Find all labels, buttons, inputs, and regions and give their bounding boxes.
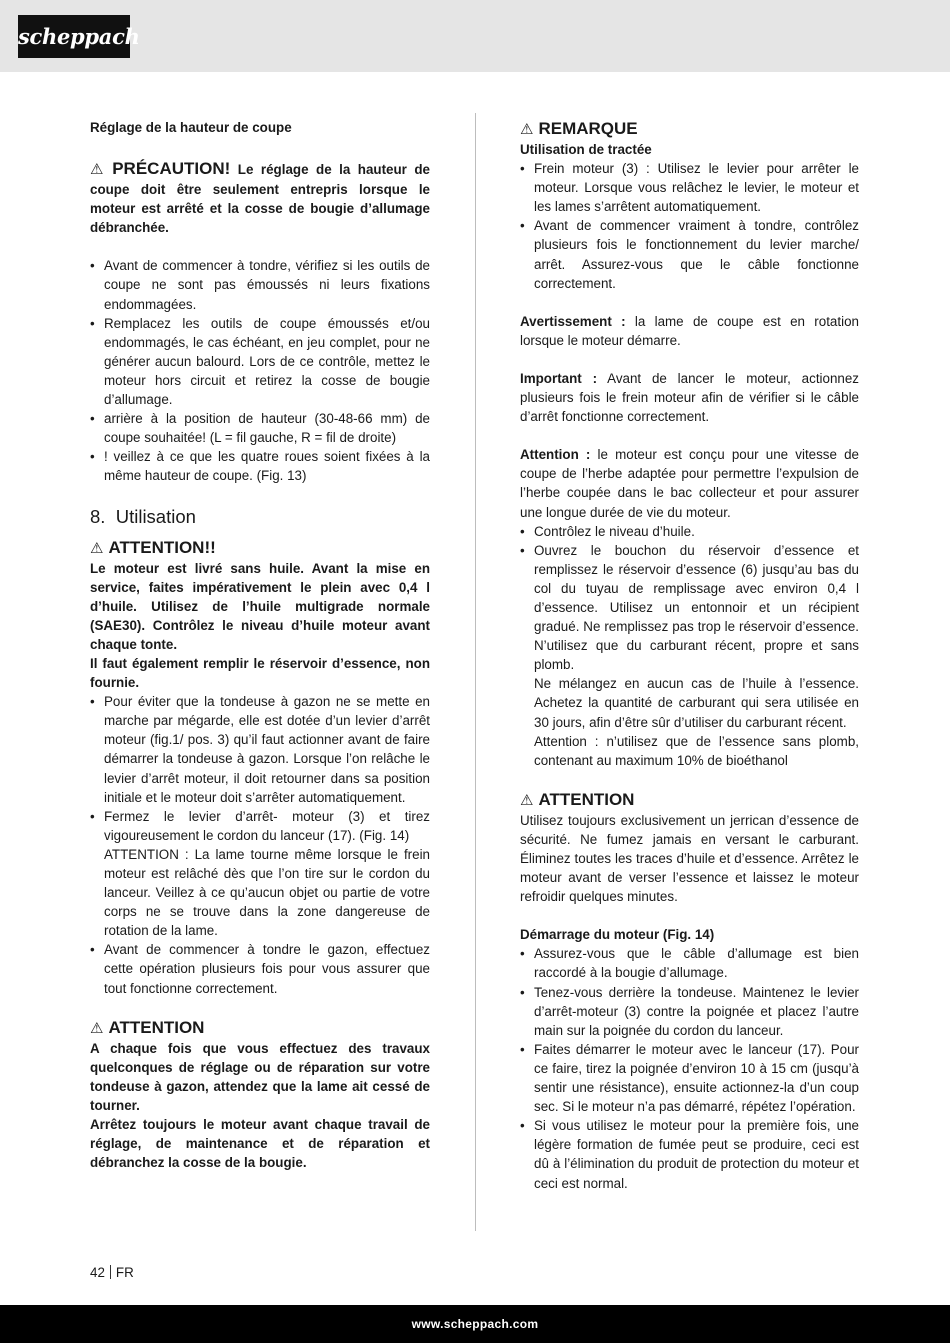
remarque-list bbox=[520, 159, 859, 293]
list-item: • Assurez-vous que le câble d’allumage est bien raccordé à la bougie d’allumage. bbox=[520, 944, 859, 982]
list-item-continuation: ATTENTION : La lame tourne même lorsque le frein moteur est relâché dès que l’on tire sur le cordon du lanceur. Veillez à ce qu’aucun objet ou partie de votre corps ne se trouve dans la zone dangereuse de rotation de la lame. bbox=[104, 846, 430, 939]
warning-triangle-icon: ⚠ bbox=[90, 161, 108, 179]
section-title: Utilisation bbox=[115, 505, 196, 527]
list-item: • ! veillez à ce que les quatre roues soient fixées à la même hauteur de coupe. (Fig. 13) bbox=[90, 447, 430, 485]
important-paragraph: Important : Avant de lancer le moteur, actionnez plusieurs fois le frein moteur afin de vérifier si le câble d’arrêt fonctionne correctement. bbox=[520, 370, 860, 425]
attention-paragraph: Le moteur est livré sans huile. Avant la mise en service, faites impérativement le plein avec 0,4 l d’huile. Utilisez de l’huile multigrade normale (SAE30). Contrôlez le niveau d’huile moteur avant chaque tonte. bbox=[90, 560, 430, 652]
remarque-heading: ⚠ REMARQUE bbox=[520, 119, 638, 138]
list-item: • Si vous utilisez le moteur pour la première fois, une légère formation de fumée peut se produire, ceci est dû à l’élimination du produit de protection du moteur et ceci est normal. bbox=[520, 1116, 859, 1192]
section-heading bbox=[90, 505, 430, 529]
fuel-safety-paragraph: Utilisez toujours exclusivement un jerrican d’essence de sécurité. Ne fumez jamais en versant le carburant. Éliminez toutes les traces d’huile et d’essence. Arrêtez le moteur avant de verser l’essence et laissez le moteur refroidir quelques minutes. bbox=[520, 812, 859, 905]
scheppach-logo: scheppach bbox=[18, 15, 130, 58]
list-item: • Contrôlez le niveau d’huile. bbox=[520, 522, 859, 541]
warning-triangle-icon: ⚠ bbox=[90, 539, 104, 557]
list-item: • Avant de commencer à tondre, vérifiez si les outils de coupe ne sont pas émoussés ni leurs fixations endommagées. bbox=[90, 256, 430, 313]
left-column bbox=[90, 118, 430, 1172]
precaution-heading bbox=[90, 159, 230, 178]
cut-height-heading: Réglage de la hauteur de coupe bbox=[90, 120, 292, 135]
attention-paragraph: Arrêtez toujours le moteur avant chaque travail de réglage, de maintenance et de réparation et débranchez la cosse de la bougie. bbox=[90, 1117, 430, 1171]
list-item: • Pour éviter que la tondeuse à gazon ne se mette en marche par mégarde, elle est dotée d’un levier d’arrêt moteur (fig.1/ pos. 3) qu’il faut actionner avant de faire démarrer la tondeuse à gazon. Lorsque l’on relâche le levier d’arrêt moteur, il doit retourner dans sa position initiale et le moteur doit s’arrêter automatiquement. bbox=[90, 692, 430, 807]
usage-list bbox=[90, 692, 430, 998]
fuel-list bbox=[520, 522, 859, 770]
precaution-text: Le réglage de la hauteur de coupe doit être seulement entrepris lorsque le moteur est arrêté et la cosse de bougie d’allumage débranchée. bbox=[90, 162, 430, 236]
list-item: • Avant de commencer vraiment à tondre, contrôlez plusieurs fois le fonctionnement du levier marche/ arrêt. Assurez-vous que le câble fonctionne correctement. bbox=[520, 216, 859, 292]
language-code: FR bbox=[115, 1265, 134, 1280]
warning-paragraph: Avertissement : la lame de coupe est en rotation lorsque le moteur démarre. bbox=[520, 313, 859, 348]
page-separator bbox=[110, 1265, 111, 1279]
list-item: • Tenez-vous derrière la tondeuse. Maintenez le levier d’arrêt-moteur (3) contre la poignée et placez l’autre main sur la poignée du cordon du lanceur. bbox=[520, 983, 859, 1040]
list-item: • Faites démarrer le moteur avec le lanceur (17). Pour ce faire, tirez la poignée d’environ 10 à 15 cm (jusqu’à sentir une résistance), ensuite actionnez-la d’un coup sec. Si le moteur n’a pas démarré, répétez l’opération. bbox=[520, 1040, 859, 1116]
attention-paragraph: Il faut également remplir le réservoir d’essence, non fournie. bbox=[90, 655, 430, 691]
attention-paragraph: A chaque fois que vous effectuez des travaux quelconques de réglage ou de réparation sur votre tondeuse à gazon, attendez que la lame ait cessé de tourner. bbox=[90, 1040, 430, 1113]
engine-start-heading: Démarrage du moteur (Fig. 14) bbox=[520, 927, 715, 943]
right-column bbox=[520, 118, 859, 1193]
list-item: • Remplacez les outils de coupe émoussés et/ou endommagés, le cas échéant, en jeu complet, pour ne générer aucun balourd. Lors de ce contrôle, mettez le moteur hors circuit et retirez la cosse de bougie d’allumage. bbox=[90, 314, 430, 409]
warning-triangle-icon: ⚠ bbox=[90, 1019, 104, 1037]
attention-paragraph: Attention : le moteur est conçu pour une vitesse de coupe de l’herbe adaptée pour permettre l’expulsion de l’herbe coupée dans le bac collecteur et pour assurer une longue durée de vie du moteur. bbox=[520, 447, 859, 520]
list-item: • Ouvrez le bouchon du réservoir d’essence et remplissez le réservoir d’essence (6) jusqu’au bas du col du tuyau de remplissage avec environ 0,4 l d’essence. Utilisez un entonnoir et un récipient gradué. Ne remplissez pas trop le réservoir d’essence. N’utilisez que du carburant récent, propre et sans plomb. Ne mélangez en aucun cas de l’huile à l’essence. Achetez la quantité de carburant qui sera utilisée en 30 jours, afin d’être sûr d’utiliser du carburant récent. Attention : n’utilisez que de l’essence sans plomb, contenant au maximum 10% de bioéthanol bbox=[520, 541, 859, 770]
header-bar bbox=[0, 0, 950, 72]
attention-heading: ⚠ ATTENTION!! bbox=[90, 537, 216, 557]
list-item: • Fermez le levier d’arrêt- moteur (3) et tirez vigoureusement le cordon du lanceur (17). (Fig. 14) ATTENTION : La lame tourne même lorsque le frein moteur est relâché dès que l’on tire sur le cordon du lanceur. Veillez à ce qu’aucun objet ou partie de votre corps ne se trouve dans la zone dangereuse de rotation de la lame. bbox=[90, 807, 430, 941]
warning-triangle-icon: ⚠ bbox=[520, 121, 534, 138]
list-item-continuation: Ne mélangez en aucun cas de l’huile à l’essence. Achetez la quantité de carburant qui sera utilisée en 30 jours, afin d’être sûr d’utiliser du carburant récent. bbox=[534, 676, 859, 730]
cut-height-list bbox=[90, 256, 430, 485]
footer-bar bbox=[0, 1305, 950, 1343]
precaution-notice bbox=[90, 158, 430, 237]
attention-heading: ⚠ ATTENTION bbox=[520, 789, 635, 809]
engine-start-list bbox=[520, 944, 859, 1192]
page-number: 42 FR bbox=[90, 1265, 134, 1280]
list-item-continuation: Attention : n’utilisez que de l’essence sans plomb, contenant au maximum 10% de bioéthanol bbox=[534, 733, 859, 768]
website-link[interactable]: www.scheppach.com bbox=[411, 1317, 539, 1331]
list-item: • arrière à la position de hauteur (30-48-66 mm) de coupe souhaitée! (L = fil gauche, R = fil de droite) bbox=[90, 409, 430, 447]
list-item: • Avant de commencer à tondre le gazon, effectuez cette opération plusieurs fois pour vous assurer que tout fonctionne correctement. bbox=[90, 940, 430, 997]
section-number: 8. bbox=[90, 505, 106, 527]
warning-triangle-icon: ⚠ bbox=[520, 791, 534, 809]
attention-heading: ⚠ ATTENTION bbox=[90, 1017, 205, 1037]
remarque-subheading: Utilisation de tractée bbox=[520, 142, 652, 157]
list-item: • Frein moteur (3) : Utilisez le levier pour arrêter le moteur. Lorsque vous relâchez le levier, le moteur et les lames s’arrêtent automatiquement. bbox=[520, 159, 859, 216]
column-divider bbox=[475, 113, 476, 1231]
precaution-word: PRÉCAUTION! bbox=[112, 159, 231, 179]
